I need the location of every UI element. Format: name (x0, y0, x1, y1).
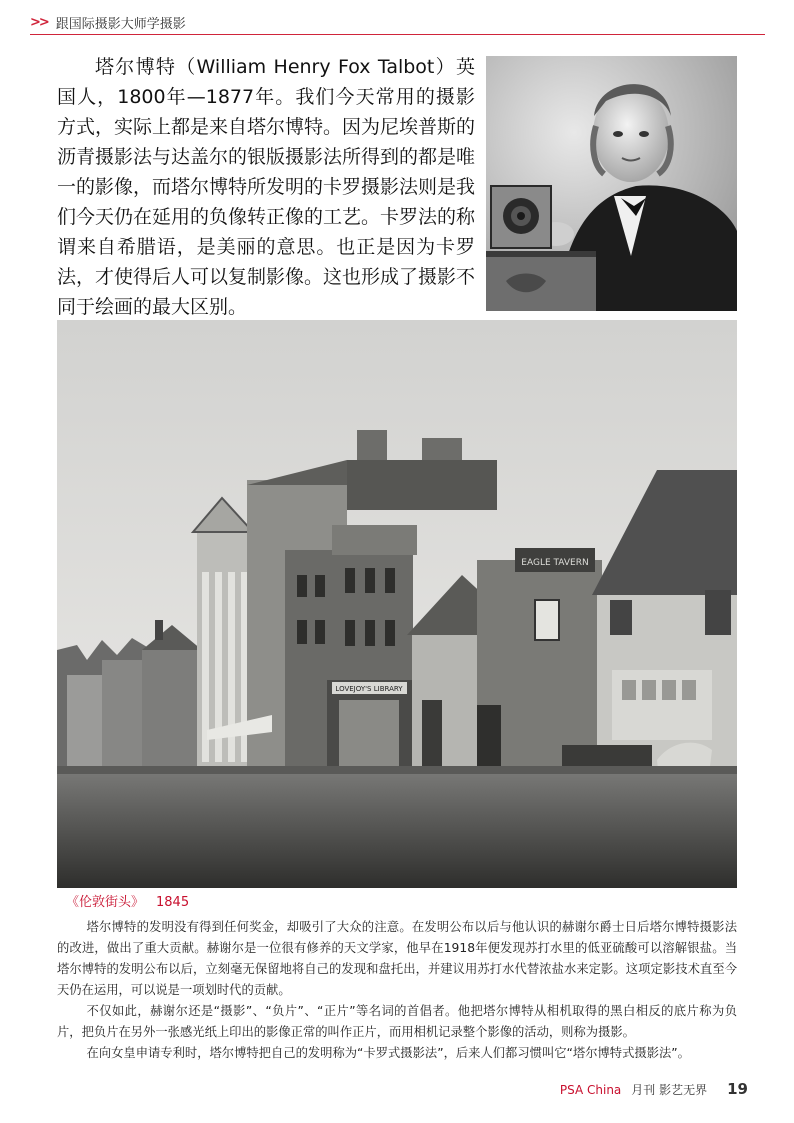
body-paragraph: 在向女皇申请专利时，塔尔博特把自己的发明称为“卡罗式摄影法”，后来人们都习惯叫它“塔尔博特式摄影法”。 (86, 1046, 690, 1060)
intro-paragraph: 塔尔博特（William Henry Fox Talbot）英国人，1800年—1877年。我们今天常用的摄影方式，实际上都是来自塔尔博特。因为尼埃普斯的沥青摄影法与达盖尔的银版摄影法所得到的都是唯一的影像，而塔尔博特所发明的卡罗摄影法则是我们今天仍在延用的负像转正像的工艺。卡罗法的称谓来自希腊语，是美丽的意思。也正是因为卡罗法，才使得后人可以复制影像。这也形成了摄影不同于绘画的最大区别。 (57, 56, 476, 318)
body-paragraph: 塔尔博特的发明没有得到任何奖金，却吸引了大众的注意。在发明公布以后与他认识的赫谢尔爵士日后塔尔博特摄影法的改进，做出了重大贡献。赫谢尔是一位很有修养的天文学家，他早在1918年便发现苏打水里的低亚硫酸可以溶解银盐。当塔尔博特的发明公布以后，立刻毫无保留地将自己的发现和盘托出，并建议用苏打水代替浓盐水来定影。这项定影技术直至今天仍在运用，可以说是一项划时代的贡献。 (57, 920, 737, 997)
magazine-name: 月刊 影艺无界 (631, 1083, 708, 1097)
london-street-photo (57, 320, 737, 888)
page-number: 19 (727, 1080, 748, 1098)
chevron-icon: >> (30, 14, 48, 30)
body-paragraph: 不仅如此，赫谢尔还是“摄影”、“负片”、“正片”等名词的首倡者。他把塔尔博特从相机取得的黑白相反的底片称为负片，把负片在另外一张感光纸上印出的影像正常的叫作正片，而用相机记录整个影像的活动，则称为摄影。 (57, 1004, 737, 1039)
brand-name: PSA China (559, 1083, 622, 1097)
talbot-portrait-photo (486, 56, 737, 311)
article-body (57, 917, 737, 1064)
page-footer (560, 1080, 748, 1098)
header-divider (30, 34, 765, 35)
tavern-sign: EAGLE TAVERN (521, 558, 589, 568)
street-illustration (57, 320, 737, 888)
caption-year: 1845 (156, 895, 190, 910)
page-header (30, 12, 186, 32)
portrait-illustration (486, 56, 737, 311)
section-title: 跟国际摄影大师学摄影 (55, 16, 186, 32)
library-sign: LOVEJOY'S LIBRARY (335, 685, 403, 693)
photo-caption (66, 891, 189, 910)
caption-title: 《伦敦街头》 (66, 895, 145, 910)
